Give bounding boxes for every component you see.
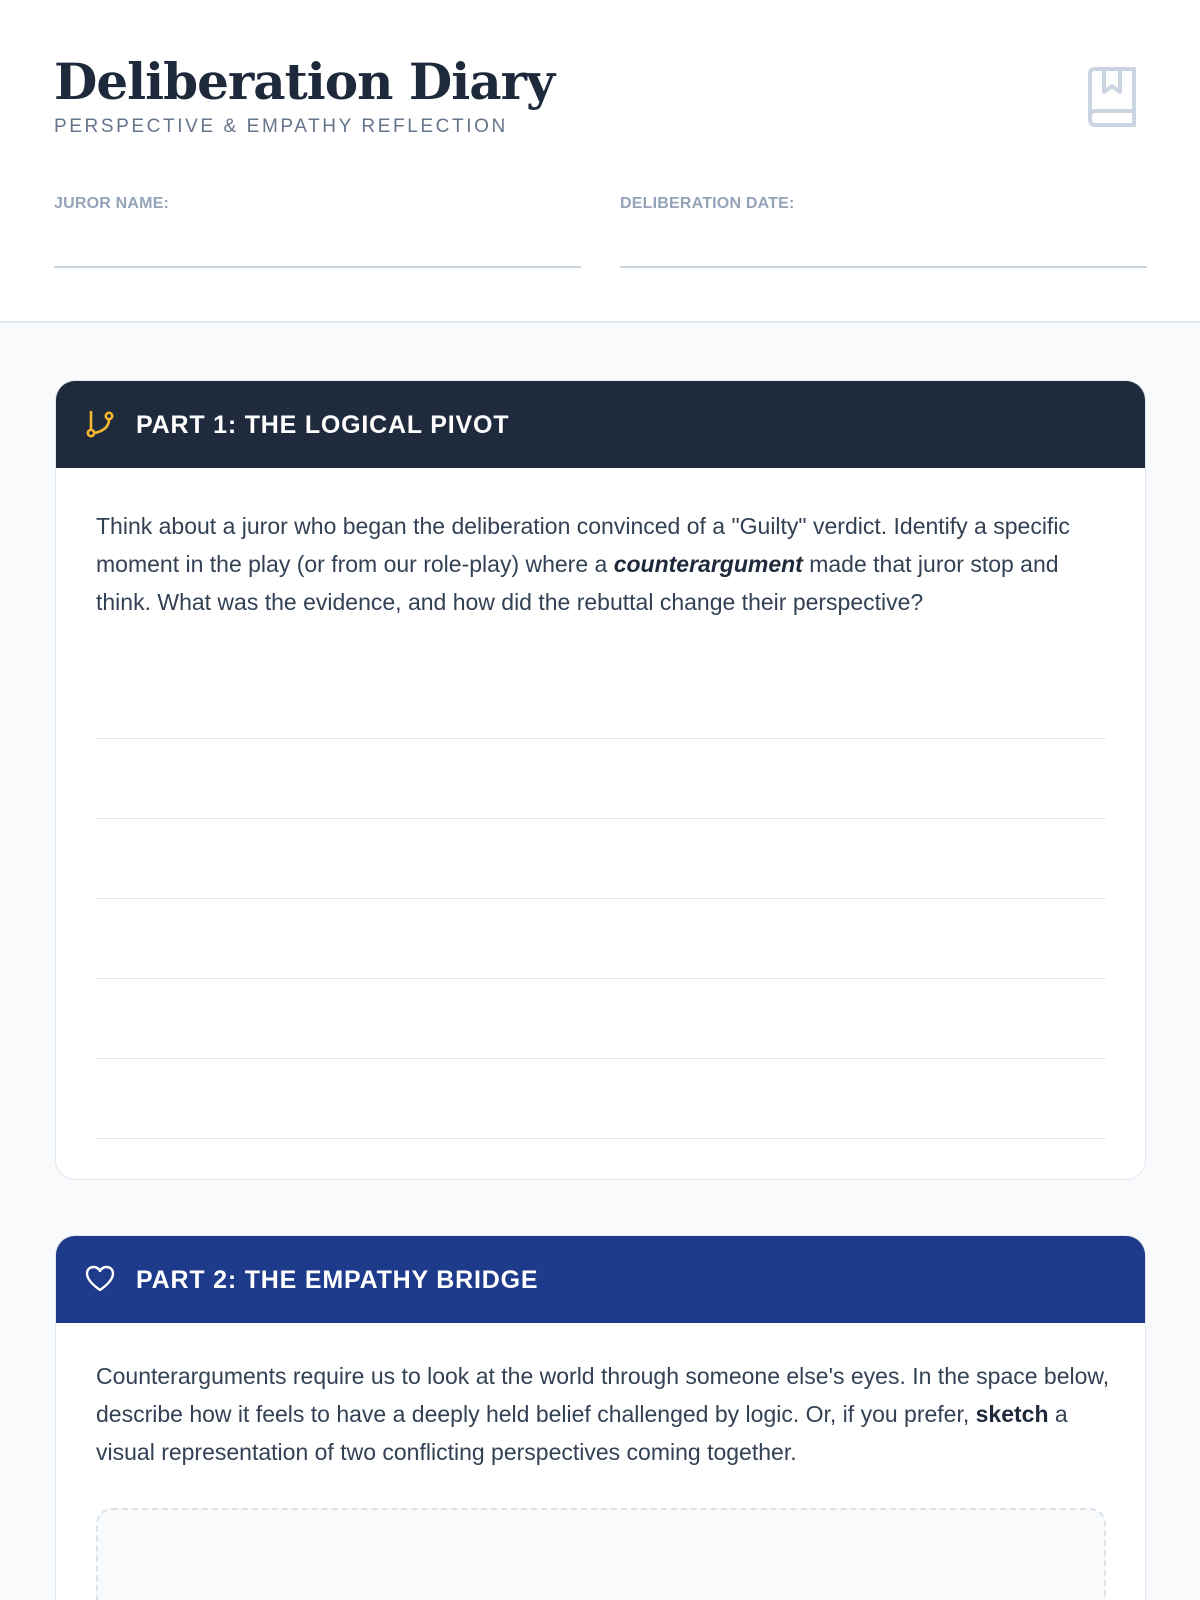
- page-subtitle: PERSPECTIVE & EMPATHY REFLECTION: [54, 116, 508, 137]
- part1-prompt-emphasis: counterargument: [613, 551, 803, 577]
- heart-icon: [84, 1263, 116, 1295]
- response-line: [96, 738, 1106, 739]
- page-title: Deliberation Diary: [54, 52, 555, 111]
- response-line: [96, 978, 1106, 979]
- part1-prompt: [96, 507, 1111, 621]
- sketch-area[interactable]: [96, 1508, 1106, 1600]
- part1-title: PART 1: THE LOGICAL PIVOT: [136, 411, 510, 439]
- response-line: [96, 1058, 1106, 1059]
- part1-prompt-text-end: made that juror stop and think. What was the evidence, and how did the rebuttal change their perspective?: [96, 551, 1059, 615]
- part1-prompt-text: Think about a juror who began the deliberation convinced of a "Guilty" verdict. Identify a specific moment in the play (or from our role-play) where a: [96, 513, 1070, 577]
- part2-prompt: [96, 1357, 1111, 1471]
- response-line: [96, 818, 1106, 819]
- part2-prompt-text-end: a visual representation of two conflicting perspectives coming together.: [96, 1401, 1068, 1465]
- part2-title: PART 2: THE EMPATHY BRIDGE: [136, 1266, 539, 1294]
- part2-prompt-text: Counterarguments require us to look at the world through someone else's eyes. In the space below, describe how it feels to have a deeply held belief challenged by logic. Or, if you prefer,: [96, 1363, 1110, 1427]
- page-header: [0, 0, 1200, 323]
- juror-name-label: JUROR NAME:: [54, 195, 170, 212]
- juror-name-underline: [54, 266, 581, 268]
- deliberation-date-underline: [620, 266, 1147, 268]
- deliberation-date-field[interactable]: [620, 226, 1147, 264]
- bookmark-book-icon: [1086, 66, 1138, 128]
- part2-header: [56, 1236, 1145, 1323]
- response-line: [96, 898, 1106, 899]
- response-line: [96, 1138, 1106, 1139]
- part1-header: [56, 381, 1145, 468]
- git-branch-icon: [84, 408, 116, 440]
- deliberation-date-label: DELIBERATION DATE:: [620, 195, 795, 212]
- part2-card: [55, 1235, 1146, 1600]
- part2-prompt-emphasis: sketch: [975, 1401, 1049, 1427]
- part1-card: [55, 380, 1146, 1180]
- juror-name-field[interactable]: [54, 226, 581, 264]
